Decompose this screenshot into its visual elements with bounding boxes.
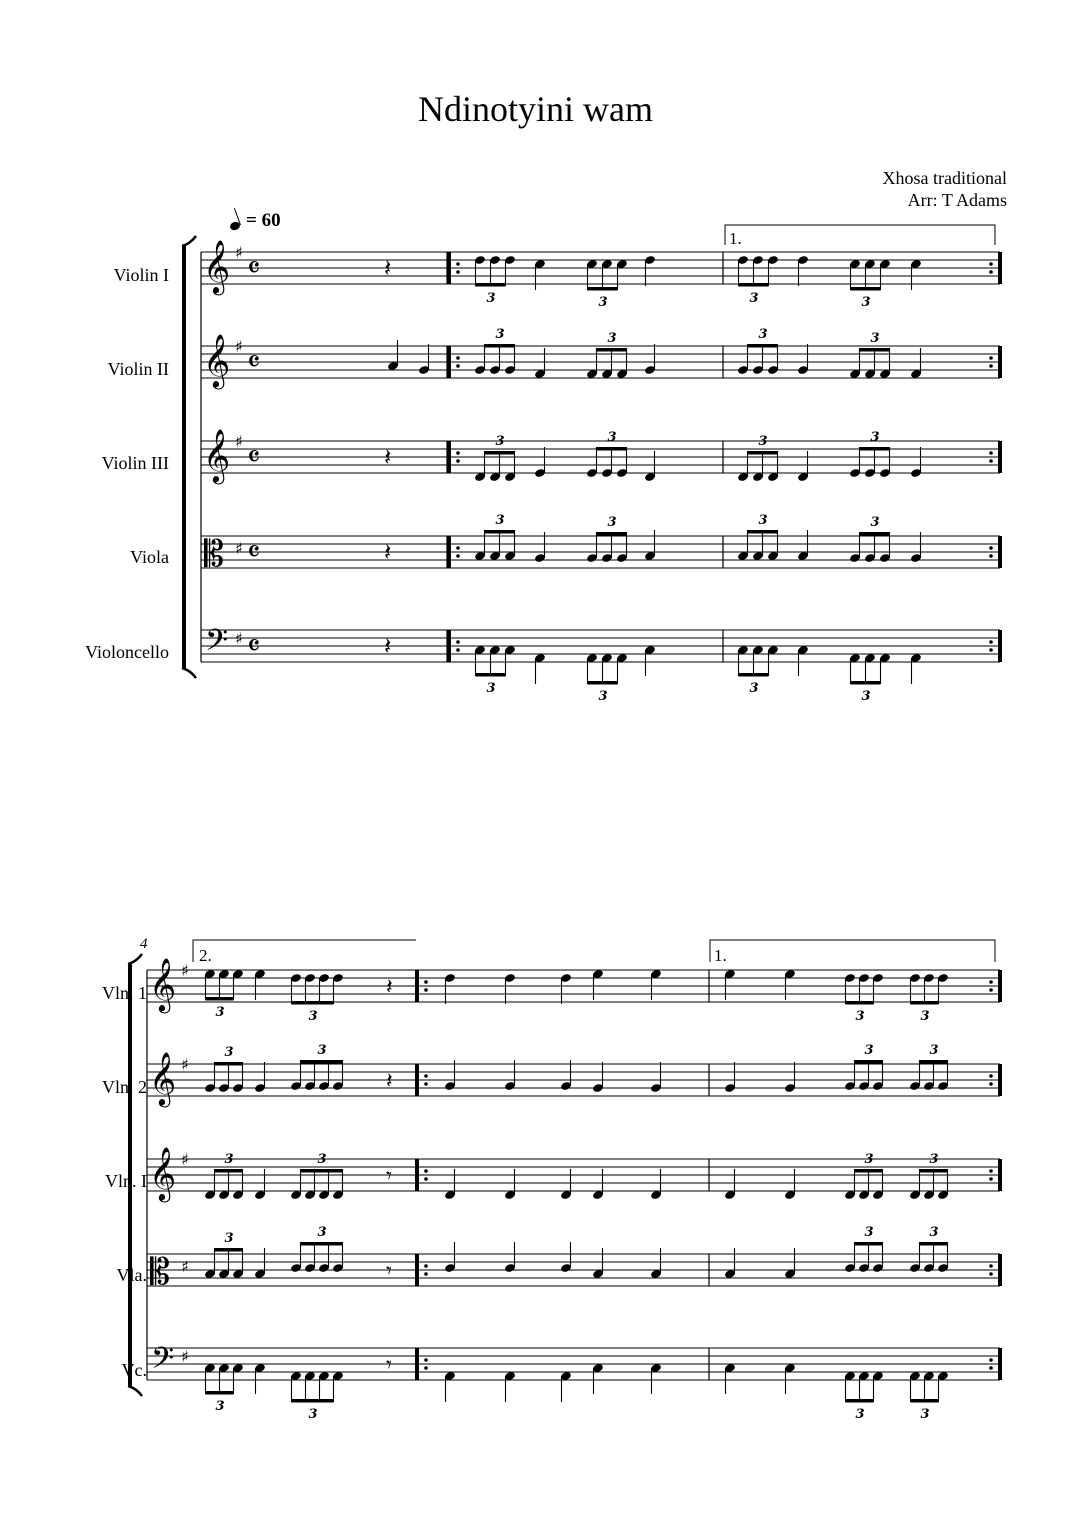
- tuplet-number: 3: [495, 513, 505, 528]
- tuplet-number: 3: [317, 1043, 327, 1058]
- repeat-dot: [989, 1264, 993, 1268]
- repeat-start-bar: [447, 252, 451, 284]
- beam: [860, 532, 890, 536]
- treble-clef-icon: 𝄞: [203, 239, 231, 293]
- beam: [476, 283, 506, 287]
- repeat-dot: [456, 554, 460, 558]
- repeat-dot: [456, 262, 460, 266]
- tuplet-number: 3: [215, 1005, 225, 1020]
- tuplet-number: 3: [870, 515, 880, 530]
- repeat-dot: [424, 1264, 428, 1268]
- quarter-rest-icon: 𝄽: [384, 254, 392, 282]
- repeat-dot: [989, 1366, 993, 1370]
- sharp-icon: ♯: [235, 629, 243, 648]
- treble-clef-icon: 𝄞: [149, 1146, 177, 1200]
- repeat-dot: [456, 451, 460, 455]
- tuplet-number: 3: [224, 1045, 234, 1060]
- repeat-dot: [989, 356, 993, 360]
- bass-clef-icon: 𝄢: [151, 1342, 175, 1383]
- common-time-icon: 𝄴: [247, 345, 261, 380]
- beam: [739, 283, 769, 287]
- beam: [597, 532, 627, 536]
- rest-icon: 𝄾: [386, 1259, 392, 1284]
- treble-clef-icon: 𝄞: [149, 1051, 177, 1105]
- tuplet-number: 3: [598, 689, 608, 704]
- tuplet-number: 3: [929, 1043, 939, 1058]
- common-time-icon: 𝄴: [247, 535, 261, 570]
- tuplet-number: 3: [929, 1225, 939, 1240]
- repeat-dot: [456, 546, 460, 550]
- sharp-icon: ♯: [235, 243, 243, 262]
- beam: [588, 681, 618, 685]
- beam: [911, 1001, 939, 1005]
- repeat-start-bar: [447, 346, 451, 378]
- repeat-start-bar: [447, 536, 451, 568]
- beam: [588, 287, 618, 291]
- instrument-label: Viola: [130, 547, 169, 567]
- measure-number: 4: [140, 936, 148, 952]
- beam: [748, 530, 778, 534]
- beam: [920, 1169, 948, 1173]
- rest-icon: 𝄽: [386, 975, 393, 1000]
- repeat-start-bar: [447, 630, 451, 662]
- repeat-dot: [456, 648, 460, 652]
- tuplet-number: 3: [317, 1225, 327, 1240]
- beam: [215, 1248, 243, 1252]
- repeat-dot: [989, 1177, 993, 1181]
- tuplet-number: 3: [308, 1009, 318, 1024]
- beam: [485, 530, 515, 534]
- beam: [920, 1242, 948, 1246]
- beam: [851, 287, 881, 291]
- volta-label: 2.: [199, 946, 212, 965]
- rest-icon: 𝄽: [386, 1069, 393, 1094]
- repeat-dot: [989, 546, 993, 550]
- tuplet-number: 3: [929, 1152, 939, 1167]
- alto-clef-icon: 𝄡: [150, 1252, 171, 1293]
- alto-clef-icon: 𝄡: [204, 534, 225, 575]
- beam: [215, 1169, 243, 1173]
- common-time-icon: 𝄴: [247, 440, 261, 475]
- repeat-dot: [424, 1169, 428, 1173]
- beam: [860, 447, 890, 451]
- quarter-rest-icon: 𝄽: [384, 538, 392, 566]
- beam: [597, 447, 627, 451]
- composer-credit: Xhosa traditional: [882, 168, 1007, 188]
- repeat-dot: [989, 648, 993, 652]
- treble-clef-icon: 𝄞: [203, 333, 231, 387]
- tuplet-number: 3: [486, 681, 496, 696]
- bass-clef-icon: 𝄢: [205, 624, 229, 665]
- repeat-dot: [989, 1074, 993, 1078]
- tuplet-number: 3: [486, 291, 496, 306]
- repeat-dot: [989, 1082, 993, 1086]
- volta-bracket: [710, 940, 995, 962]
- tuplet-number: 3: [308, 1407, 318, 1422]
- tuplet-number: 3: [920, 1009, 930, 1024]
- sharp-icon: ♯: [181, 1055, 189, 1074]
- repeat-dot: [456, 270, 460, 274]
- volta-label: 1.: [729, 229, 742, 248]
- instrument-label: Vln. I: [105, 1171, 147, 1191]
- instrument-label: Violin II: [107, 359, 169, 379]
- repeat-dot: [989, 980, 993, 984]
- beam: [855, 1242, 883, 1246]
- sharp-icon: ♯: [235, 432, 243, 451]
- beam: [846, 1399, 874, 1403]
- tuplet-number: 3: [749, 291, 759, 306]
- bracket-hook-top: [182, 236, 196, 246]
- repeat-dot: [989, 1272, 993, 1276]
- tuplet-number: 3: [855, 1407, 865, 1422]
- instrument-label: Vln. 2: [102, 1077, 147, 1097]
- repeat-dot: [424, 980, 428, 984]
- tuplet-number: 3: [317, 1152, 327, 1167]
- repeat-start-bar: [415, 1064, 419, 1096]
- tuplet-number: 3: [749, 681, 759, 696]
- beam: [855, 1060, 883, 1064]
- beam: [855, 1169, 883, 1173]
- beam: [860, 348, 890, 352]
- instrument-label: Violoncello: [85, 642, 169, 662]
- beam: [206, 1391, 234, 1395]
- beam: [215, 1062, 243, 1066]
- beam: [292, 1001, 334, 1005]
- repeat-start-bar: [415, 1348, 419, 1380]
- repeat-dot: [989, 451, 993, 455]
- tuplet-number: 3: [215, 1399, 225, 1414]
- instrument-label: Violin I: [113, 265, 169, 285]
- tuplet-number: 3: [607, 430, 617, 445]
- tuplet-number: 3: [598, 295, 608, 310]
- tuplet-number: 3: [758, 327, 768, 342]
- bracket-hook-bottom: [128, 1386, 142, 1396]
- tuplet-number: 3: [224, 1231, 234, 1246]
- tuplet-number: 3: [870, 430, 880, 445]
- sharp-icon: ♯: [235, 539, 243, 558]
- repeat-dot: [989, 1169, 993, 1173]
- beam: [301, 1060, 343, 1064]
- repeat-start-bar: [447, 441, 451, 473]
- beam: [748, 451, 778, 455]
- tempo-value: = 60: [246, 210, 281, 231]
- repeat-dot: [424, 1272, 428, 1276]
- repeat-dot: [456, 364, 460, 368]
- repeat-dot: [989, 1358, 993, 1362]
- beam: [851, 681, 881, 685]
- arranger-credit: Arr: T Adams: [907, 190, 1007, 210]
- instrument-label: Violin III: [101, 453, 169, 473]
- repeat-dot: [424, 1366, 428, 1370]
- tuplet-number: 3: [920, 1407, 930, 1422]
- beam: [301, 1169, 343, 1173]
- rest-icon: 𝄾: [386, 1164, 392, 1189]
- sharp-icon: ♯: [181, 1257, 189, 1276]
- beam: [911, 1399, 939, 1403]
- tuplet-number: 3: [870, 331, 880, 346]
- sharp-icon: ♯: [181, 961, 189, 980]
- repeat-dot: [456, 356, 460, 360]
- tuplet-number: 3: [607, 515, 617, 530]
- beam: [206, 997, 234, 1001]
- repeat-dot: [424, 1082, 428, 1086]
- repeat-dot: [989, 364, 993, 368]
- repeat-start-bar: [415, 1254, 419, 1286]
- tuplet-number: 3: [495, 327, 505, 342]
- system-bracket: [182, 246, 186, 668]
- tuplet-number: 3: [758, 513, 768, 528]
- tuplet-number: 3: [861, 689, 871, 704]
- beam: [846, 1001, 874, 1005]
- beam: [748, 344, 778, 348]
- tuplet-number: 3: [224, 1152, 234, 1167]
- repeat-start-bar: [415, 970, 419, 1002]
- volta-label: 1.: [714, 946, 727, 965]
- tuplet-number: 3: [864, 1043, 874, 1058]
- repeat-dot: [989, 262, 993, 266]
- common-time-icon: 𝄴: [247, 629, 261, 664]
- repeat-dot: [456, 459, 460, 463]
- repeat-dot: [989, 640, 993, 644]
- page-title: Ndinotyini wam: [418, 89, 653, 129]
- instrument-label: Vln. 1: [102, 983, 147, 1003]
- repeat-dot: [989, 988, 993, 992]
- repeat-dot: [424, 1074, 428, 1078]
- common-time-icon: 𝄴: [247, 251, 261, 286]
- repeat-start-bar: [415, 1159, 419, 1191]
- tuplet-number: 3: [861, 295, 871, 310]
- beam: [301, 1242, 343, 1246]
- repeat-dot: [424, 1358, 428, 1362]
- sharp-icon: ♯: [235, 337, 243, 356]
- tuplet-number: 3: [607, 331, 617, 346]
- beam: [292, 1399, 334, 1403]
- treble-clef-icon: 𝄞: [149, 957, 177, 1011]
- repeat-dot: [989, 270, 993, 274]
- beam: [485, 451, 515, 455]
- beam: [485, 344, 515, 348]
- instrument-label: Vla.: [116, 1265, 147, 1285]
- treble-clef-icon: 𝄞: [203, 428, 231, 482]
- tuplet-number: 3: [495, 434, 505, 449]
- repeat-dot: [989, 459, 993, 463]
- volta-bracket: [193, 940, 416, 962]
- sharp-icon: ♯: [181, 1347, 189, 1366]
- repeat-dot: [456, 640, 460, 644]
- bracket-hook-top: [128, 954, 142, 964]
- beam: [476, 673, 506, 677]
- quarter-rest-icon: 𝄽: [384, 632, 392, 660]
- instrument-label: Vc.: [121, 1360, 147, 1380]
- bracket-hook-bottom: [182, 668, 196, 678]
- beam: [920, 1060, 948, 1064]
- tuplet-number: 3: [864, 1225, 874, 1240]
- rest-icon: 𝄾: [386, 1353, 392, 1378]
- beam: [597, 348, 627, 352]
- tuplet-number: 3: [855, 1009, 865, 1024]
- beam: [739, 673, 769, 677]
- tuplet-number: 3: [864, 1152, 874, 1167]
- repeat-dot: [989, 554, 993, 558]
- sharp-icon: ♯: [181, 1150, 189, 1169]
- tuplet-number: 3: [758, 434, 768, 449]
- repeat-dot: [424, 1177, 428, 1181]
- repeat-dot: [424, 988, 428, 992]
- quarter-rest-icon: 𝄽: [384, 443, 392, 471]
- volta-bracket: [725, 225, 995, 245]
